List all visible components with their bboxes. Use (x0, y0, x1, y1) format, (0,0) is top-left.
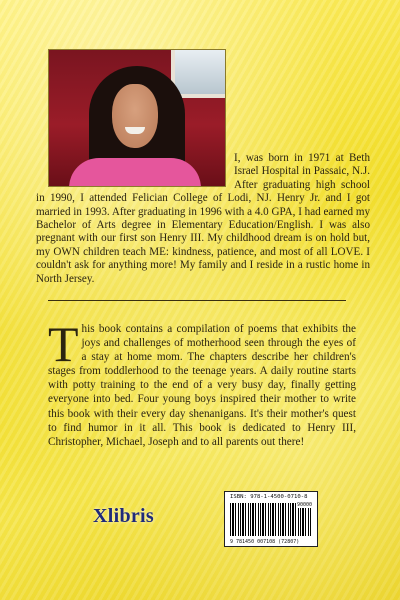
barcode-digits: 9 781450 007108 (72807) (230, 539, 300, 545)
photo-face (112, 84, 158, 148)
isbn-label: ISBN: 978-1-4500-0710-8 (230, 494, 308, 500)
book-description-text: his book contains a compilation of poems that exhibits the joys and challenges of motherhood seen through the eyes of a stay at home mom. The chapters describe her children's stages from toddlerhood to the teenage years. A daily routine starts with potty training to the end of a very busy day, finally getting everyone into bed. Four young boys inspired their mother to write this book with their every day shenanigans. It's their mother's quest to find humor in it all. This book is dedicated to Henry III, Christopher, Michael, Joseph and to all parents out there! (48, 323, 356, 448)
bio-photo-gap (36, 152, 234, 192)
section-divider (48, 300, 346, 301)
author-bio-text: I, was born in 1971 at Beth Israel Hospital in Passaic, N.J. After graduating high school in 1990, I attended Felician College of Lodi, NJ. Henry Jr. and I got married in 1993. After graduating in 1996 with a 4.0 GPA, I had earned my Bachelor of Arts degree in Elementary Education/English. I was also pregnant with our first son Henry III. My childhood dream is on hold but, my OWN children teach ME: kindness, patience, and most of all LOVE. I couldn't ask for anything more! My family and I reside in a rustic home in North Jersey. (36, 152, 370, 285)
isbn-barcode (224, 491, 318, 547)
price-code: 90000 (296, 502, 312, 508)
publisher-logo: Xlibris (93, 505, 154, 527)
book-description (48, 316, 356, 449)
author-bio (36, 152, 370, 286)
drop-cap: T (48, 316, 79, 372)
